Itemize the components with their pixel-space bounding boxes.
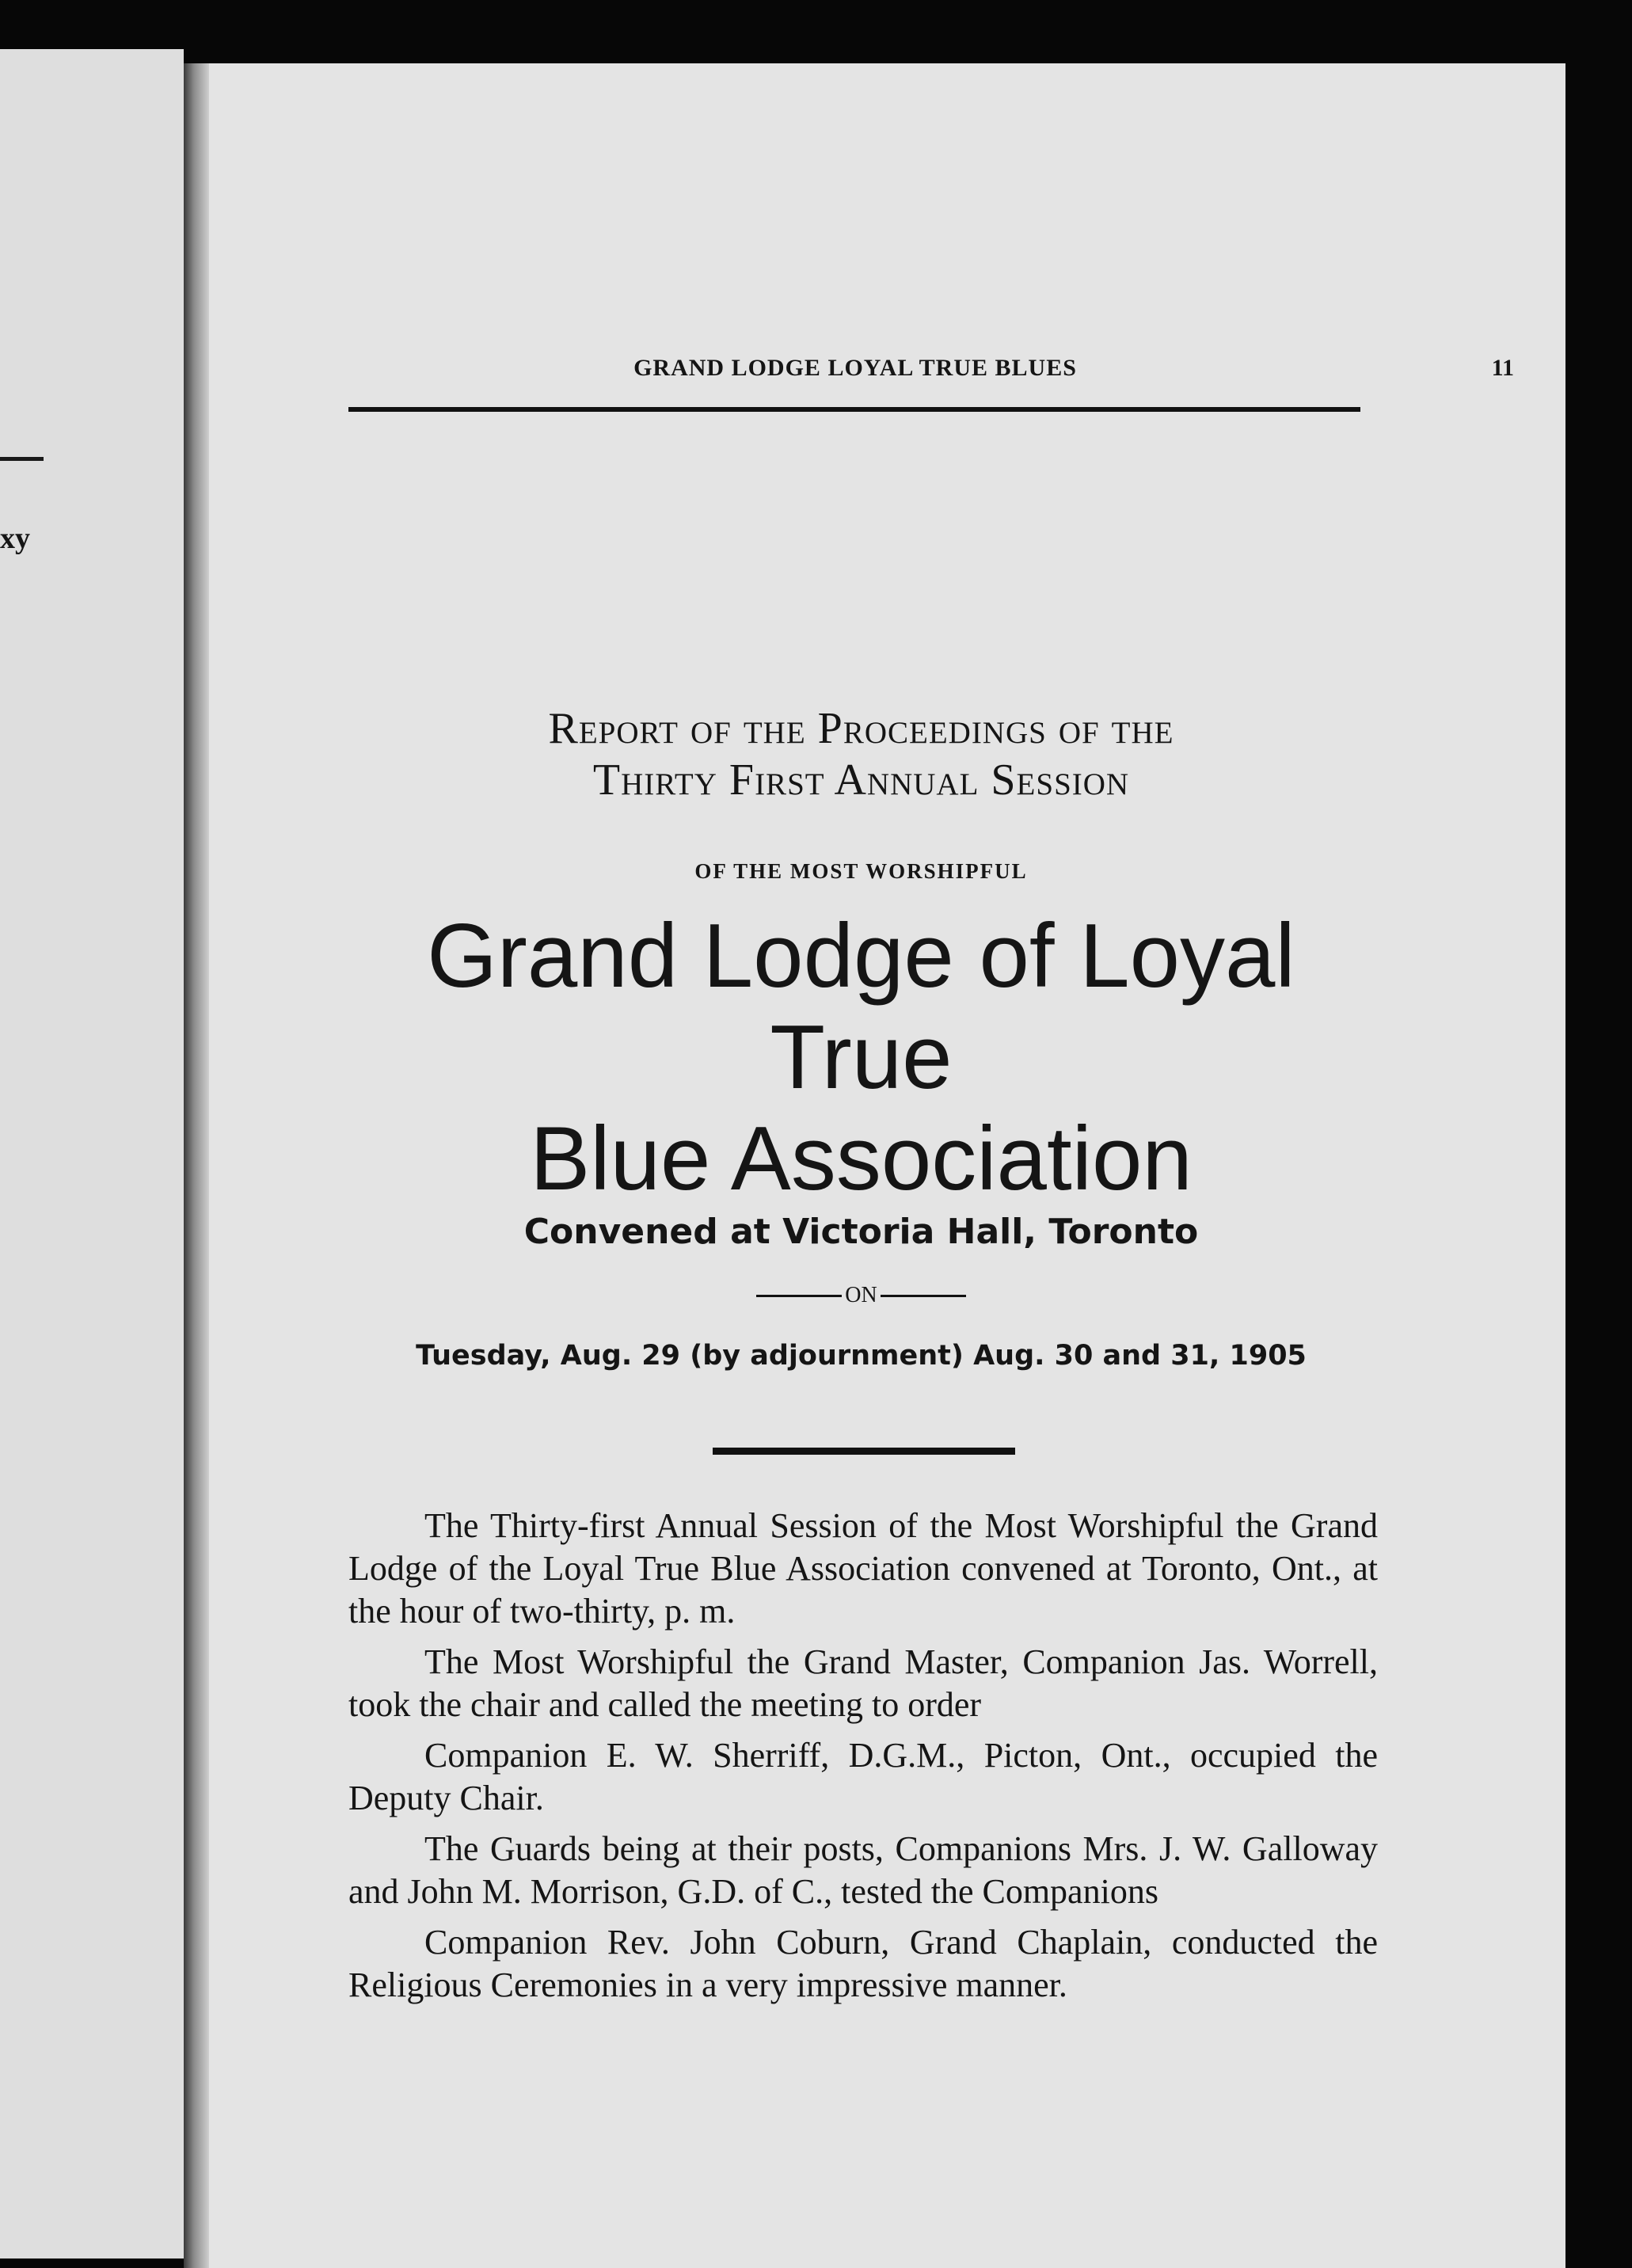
paragraph: Companion E. W. Sherriff, D.G.M., Picton, Ont., occupied the Deputy Chair. <box>348 1736 1378 1817</box>
on-label: ON <box>845 1283 877 1307</box>
report-title-line-1: Report of the Proceedings of the <box>548 704 1174 753</box>
session-dates: Tuesday, Aug. 29 (by adjournment) Aug. 30 and 31, 1905 <box>416 1340 1307 1372</box>
paragraph: The Thirty-first Annual Session of the Most Worshipful the Grand Lodge of the Loyal True Blue Association convened at Toronto, Ont., at the hour of two-thirty, p. m. <box>348 1506 1378 1631</box>
page-number: 11 <box>1491 355 1514 381</box>
left-facing-page <box>0 49 184 2258</box>
dash-left <box>756 1295 842 1297</box>
body-text <box>348 1505 1378 2015</box>
document-page <box>184 63 1565 2268</box>
running-header <box>348 355 1514 402</box>
lodge-name-line-2: Blue Association <box>530 1109 1193 1209</box>
dash-right <box>881 1295 966 1297</box>
header-rule <box>348 407 1360 412</box>
title-subtitle: OF THE MOST WORSHIPFUL <box>694 859 1028 883</box>
page-gutter <box>184 63 209 2268</box>
convened-location: Convened at Victoria Hall, Toronto <box>523 1212 1199 1252</box>
section-divider <box>713 1448 1015 1455</box>
lodge-name-heading <box>348 906 1374 1210</box>
running-header-title: GRAND LODGE LOYAL TRUE BLUES <box>633 355 1077 381</box>
on-separator <box>348 1283 1374 1308</box>
lodge-name-line-1: Grand Lodge of Loyal True <box>427 906 1295 1108</box>
left-page-rule <box>0 457 44 461</box>
paragraph: The Most Worshipful the Grand Master, Companion Jas. Worrell, took the chair and called the meeting to order <box>348 1642 1378 1724</box>
paragraph: The Guards being at their posts, Companions Mrs. J. W. Galloway and John M. Morrison, G.D. of C., tested the Companions <box>348 1829 1378 1911</box>
paragraph: Companion Rev. John Coburn, Grand Chaplain, conducted the Religious Ceremonies in a very impressive manner. <box>348 1923 1378 2004</box>
left-page-text-fragment: xy <box>0 522 30 555</box>
report-title-line-2: Thirty First Annual Session <box>592 755 1130 805</box>
